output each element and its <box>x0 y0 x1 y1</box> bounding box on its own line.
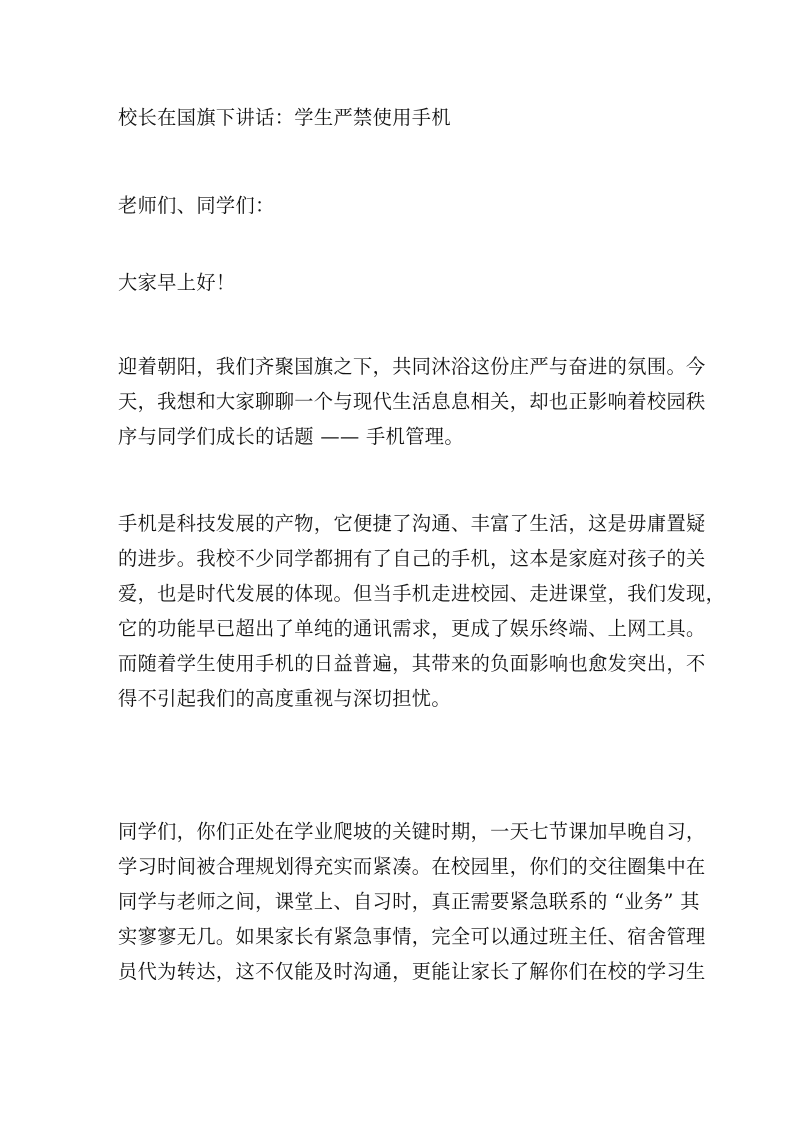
greeting: 大家早上好！ <box>118 271 236 294</box>
salutation: 老师们、同学们： <box>118 194 275 217</box>
paragraph-line: 同学与老师之间，课堂上、自习时，真正需要紧急联系的 “业务” 其 <box>118 890 700 913</box>
paragraph-line: 手机是科技发展的产物，它便捷了沟通、丰富了生活，这是毋庸置疑 <box>118 512 706 535</box>
paragraph-line: 爱，也是时代发展的体现。但当手机走进校园、走进课堂，我们发现， <box>118 582 726 605</box>
paragraph-line: 员代为转达，这不仅能及时沟通，更能让家长了解你们在校的学习生 <box>118 960 706 983</box>
paragraph-line: 序与同学们成长的话题 —— 手机管理。 <box>118 425 464 448</box>
paragraph-line: 它的功能早已超出了单纯的通讯需求，更成了娱乐终端、上网工具。 <box>118 617 706 640</box>
paragraph-line: 学习时间被合理规划得充实而紧凑。在校园里，你们的交往圈集中在 <box>118 855 706 878</box>
paragraph-line: 迎着朝阳，我们齐聚国旗之下，共同沐浴这份庄严与奋进的氛围。今 <box>118 355 706 378</box>
paragraph-line: 得不引起我们的高度重视与深切担忧。 <box>118 687 451 710</box>
paragraph-line: 而随着学生使用手机的日益普遍，其带来的负面影响也愈发突出，不 <box>118 652 706 675</box>
document-title: 校长在国旗下讲话：学生严禁使用手机 <box>118 106 451 129</box>
paragraph-line: 天，我想和大家聊聊一个与现代生活息息相关，却也正影响着校园秩 <box>118 390 706 413</box>
paragraph-line: 同学们，你们正处在学业爬坡的关键时期，一天七节课加早晚自习， <box>118 820 706 843</box>
paragraph-line: 的进步。我校不少同学都拥有了自己的手机，这本是家庭对孩子的关 <box>118 547 706 570</box>
paragraph-line: 实寥寥无几。如果家长有紧急事情，完全可以通过班主任、宿舍管理 <box>118 925 706 948</box>
